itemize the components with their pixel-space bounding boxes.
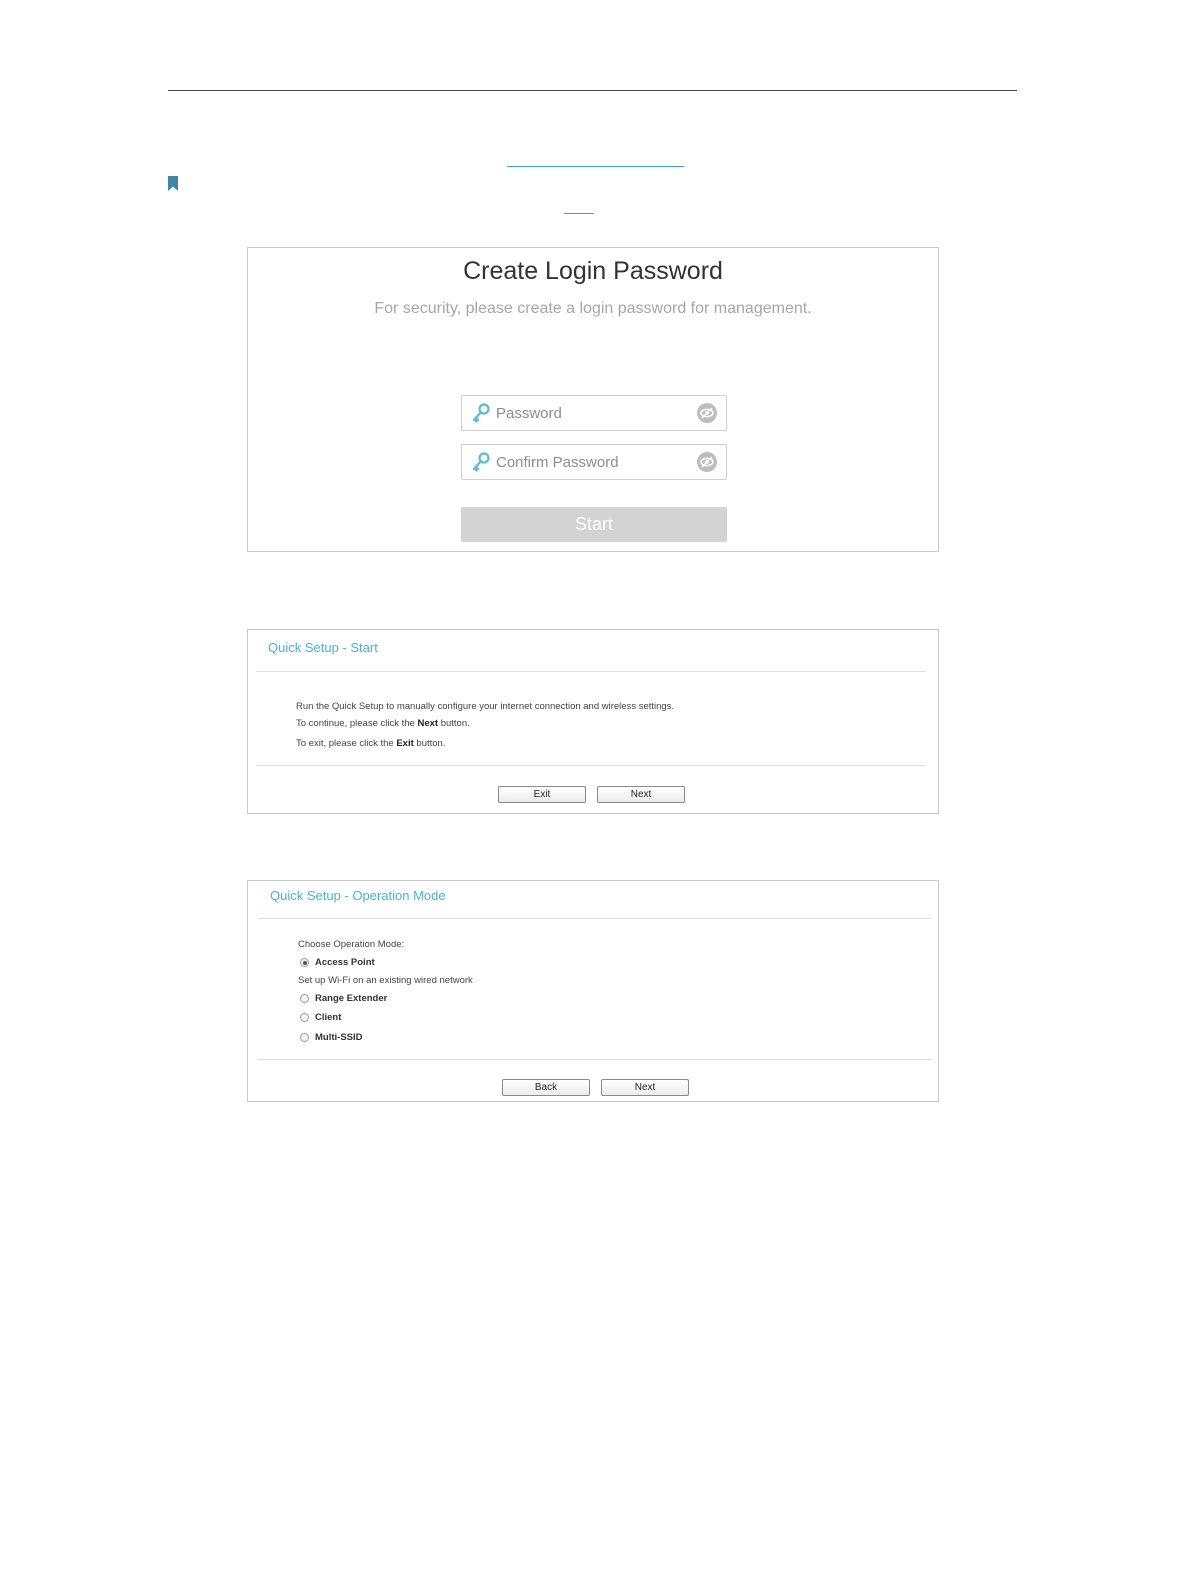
eye-slash-icon[interactable] (697, 452, 717, 472)
divider (256, 671, 926, 672)
key-icon (471, 452, 491, 472)
link-underline-short[interactable] (564, 213, 594, 214)
continue-prefix: To continue, please click the (296, 718, 415, 729)
option-label: Client (315, 1012, 342, 1023)
option-label: Multi-SSID (315, 1032, 363, 1043)
password-input[interactable] (496, 396, 686, 430)
radio-button[interactable] (300, 1013, 309, 1022)
back-button[interactable]: Back (502, 1079, 590, 1096)
quick-setup-start-panel (247, 629, 939, 814)
radio-button[interactable] (300, 958, 309, 967)
panel-title: Quick Setup - Operation Mode (270, 888, 446, 903)
page-subtitle: For security, please create a login password for management. (374, 300, 812, 317)
instruction-text: Run the Quick Setup to manually configure your internet connection and wireless settings. (296, 701, 675, 712)
exit-suffix: button. (416, 738, 446, 749)
option-label: Range Extender (315, 993, 388, 1004)
option-label: Access Point (315, 957, 375, 968)
start-button[interactable]: Start (461, 507, 727, 542)
page-title: Create Login Password (463, 257, 723, 285)
continue-suffix: button. (440, 718, 470, 729)
exit-prefix: To exit, please click the (296, 738, 394, 749)
radio-button[interactable] (300, 1033, 309, 1042)
create-password-panel (247, 247, 939, 552)
confirm-password-field[interactable] (461, 444, 727, 480)
access-point-description: Set up Wi-Fi on an existing wired network (298, 975, 473, 986)
panel-title: Quick Setup - Start (268, 640, 378, 655)
divider (258, 918, 932, 919)
operation-mode-panel (247, 880, 939, 1102)
bookmark-icon (168, 176, 178, 191)
choose-mode-label: Choose Operation Mode: (298, 939, 405, 950)
eye-slash-icon[interactable] (697, 403, 717, 423)
continue-instruction (296, 718, 470, 729)
continue-bold: Next (417, 718, 439, 729)
header-rule (168, 90, 1017, 91)
divider (258, 1059, 932, 1060)
divider (256, 765, 926, 766)
key-icon (471, 403, 491, 423)
exit-bold: Exit (396, 738, 414, 749)
next-button[interactable]: Next (597, 786, 685, 803)
next-button[interactable]: Next (601, 1079, 689, 1096)
radio-button[interactable] (300, 994, 309, 1003)
password-field[interactable] (461, 395, 727, 431)
confirm-password-input[interactable] (496, 445, 686, 479)
exit-instruction (296, 738, 445, 749)
link-underline[interactable] (507, 166, 684, 167)
exit-button[interactable]: Exit (498, 786, 586, 803)
